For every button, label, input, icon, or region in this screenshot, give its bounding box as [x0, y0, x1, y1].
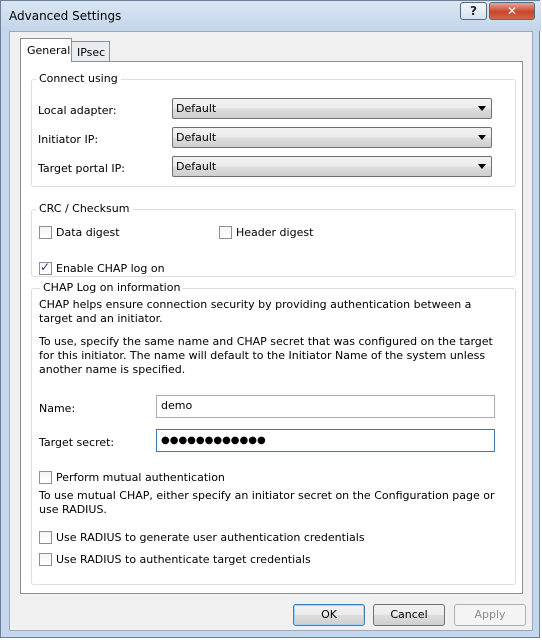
- local-adapter-label: Local adapter:: [38, 104, 117, 117]
- data-digest-label[interactable]: Data digest: [56, 226, 120, 239]
- chevron-down-icon: [478, 164, 486, 169]
- name-label: Name:: [39, 402, 76, 415]
- window-title: Advanced Settings: [9, 9, 122, 23]
- cancel-button[interactable]: Cancel: [373, 604, 445, 626]
- radius-user-checkbox[interactable]: [39, 531, 52, 544]
- local-adapter-value: Default: [176, 102, 217, 115]
- title-bar[interactable]: [1, 1, 541, 31]
- header-digest-label[interactable]: Header digest: [236, 226, 314, 239]
- dialog-client: [9, 31, 533, 631]
- chap-description: CHAP helps ensure connection security by providing authentication between a target and an initiator.: [39, 298, 472, 325]
- connect-using-title: Connect using: [36, 72, 121, 85]
- initiator-ip-value: Default: [176, 131, 217, 144]
- initiator-ip-select[interactable]: [172, 127, 492, 148]
- chevron-down-icon: [478, 106, 486, 111]
- initiator-ip-label: Initiator IP:: [38, 133, 99, 146]
- target-secret-input[interactable]: ●●●●●●●●●●●●: [156, 429, 495, 452]
- mutual-auth-label[interactable]: Perform mutual authentication: [56, 471, 225, 484]
- radius-user-label[interactable]: Use RADIUS to generate user authentication credentials: [56, 531, 365, 544]
- mutual-auth-checkbox[interactable]: [39, 471, 52, 484]
- target-portal-label: Target portal IP:: [38, 162, 125, 175]
- close-icon: ✕: [506, 4, 518, 18]
- apply-button[interactable]: Apply: [454, 604, 526, 626]
- chevron-down-icon: [478, 135, 486, 140]
- close-button[interactable]: [489, 2, 535, 20]
- chap-usage-description: To use, specify the same name and CHAP secret that was configured on the target for this initiator. The name will default to the Initiator Name of the system unless another name is specified.: [39, 335, 493, 376]
- tab-ipsec[interactable]: [70, 41, 110, 61]
- enable-chap-checkbox[interactable]: [39, 262, 52, 275]
- name-input[interactable]: demo: [156, 395, 495, 418]
- mutual-chap-description: To use mutual CHAP, either specify an initiator secret on the Configuration page or use RADIUS.: [39, 489, 495, 516]
- target-secret-label: Target secret:: [39, 436, 115, 449]
- enable-chap-label[interactable]: Enable CHAP log on: [56, 262, 165, 275]
- general-panel: [20, 61, 523, 594]
- radius-target-checkbox[interactable]: [39, 553, 52, 566]
- crc-title: CRC / Checksum: [36, 202, 132, 215]
- help-icon: ?: [470, 4, 477, 18]
- chap-info-title: CHAP Log on information: [40, 281, 183, 294]
- tab-general[interactable]: [20, 38, 72, 62]
- local-adapter-select[interactable]: [172, 98, 492, 119]
- header-digest-checkbox[interactable]: [219, 226, 232, 239]
- data-digest-checkbox[interactable]: [39, 226, 52, 239]
- tab-ipsec-label: IPsec: [77, 46, 106, 59]
- radius-target-label[interactable]: Use RADIUS to authenticate target credentials: [56, 553, 311, 566]
- target-portal-value: Default: [176, 160, 217, 173]
- target-portal-select[interactable]: [172, 156, 492, 177]
- help-button[interactable]: [460, 2, 487, 20]
- ok-button[interactable]: OK: [293, 604, 365, 626]
- tab-general-label: General: [27, 44, 71, 57]
